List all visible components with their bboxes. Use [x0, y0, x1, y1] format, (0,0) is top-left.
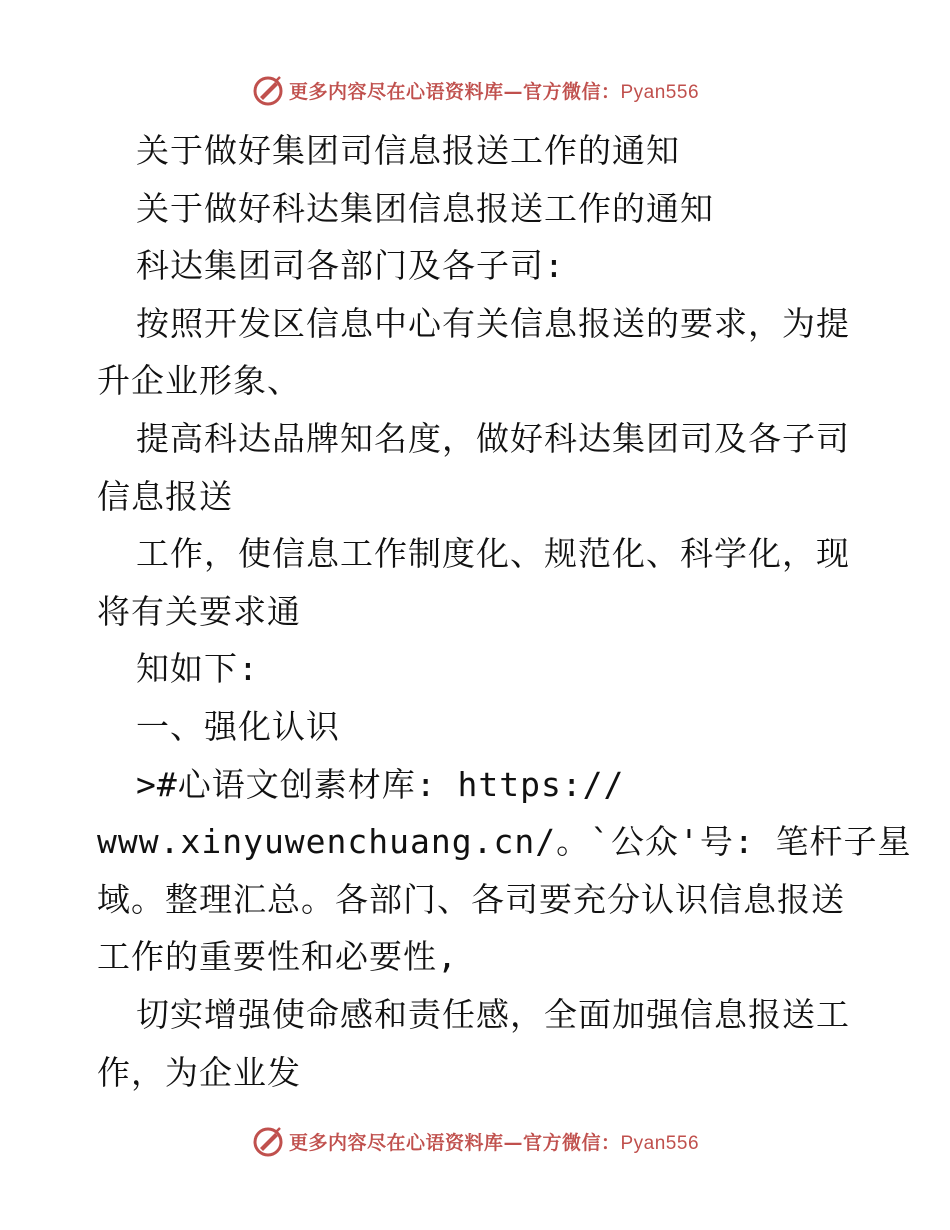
salutation: 科达集团司各部门及各子司: [136, 246, 565, 286]
paragraph-line: 作，为企业发 [97, 1052, 301, 1092]
section-heading: 一、强化认识 [136, 706, 340, 746]
banner-text: 更多内容尽在心语资料库—官方微信：Pyan556 [288, 1131, 700, 1154]
quill-seal-icon [251, 73, 285, 107]
header-banner [0, 70, 950, 110]
doc-title: 关于做好集团司信息报送工作的通知 [136, 131, 680, 170]
paragraph-line: 升企业形象、 [97, 361, 301, 401]
quill-seal-icon [251, 1124, 285, 1158]
doc-subtitle: 关于做好科达集团信息报送工作的通知 [136, 188, 714, 228]
paragraph-line: 提高科达品牌知名度，做好科达集团司及各子司 [136, 418, 850, 458]
banner-text: 更多内容尽在心语资料库—官方微信：Pyan556 [288, 80, 700, 103]
paragraph-line: 知如下: [136, 649, 259, 689]
paragraph-line: www.xinyuwenchuang.cn/。`公众'号: 笔杆子星 [97, 822, 912, 862]
document-body [97, 122, 912, 1101]
paragraph-line: 信息报送 [97, 476, 233, 516]
footer-banner [0, 1121, 950, 1161]
paragraph-line: 工作，使信息工作制度化、规范化、科学化，现 [136, 534, 850, 574]
paragraph-line: 切实增强使命感和责任感，全面加强信息报送工 [136, 994, 850, 1034]
wechat-id: Pyan556 [620, 1132, 700, 1154]
paragraph-line: 工作的重要性和必要性, [97, 937, 458, 977]
wechat-id: Pyan556 [620, 81, 700, 103]
paragraph-line: 域。整理汇总。各部门、各司要充分认识信息报送 [97, 879, 845, 919]
paragraph-line: 按照开发区信息中心有关信息报送的要求，为提 [136, 303, 850, 343]
paragraph-line: 将有关要求通 [97, 591, 301, 631]
paragraph-line: >#心语文创素材库: https:// [136, 764, 625, 804]
